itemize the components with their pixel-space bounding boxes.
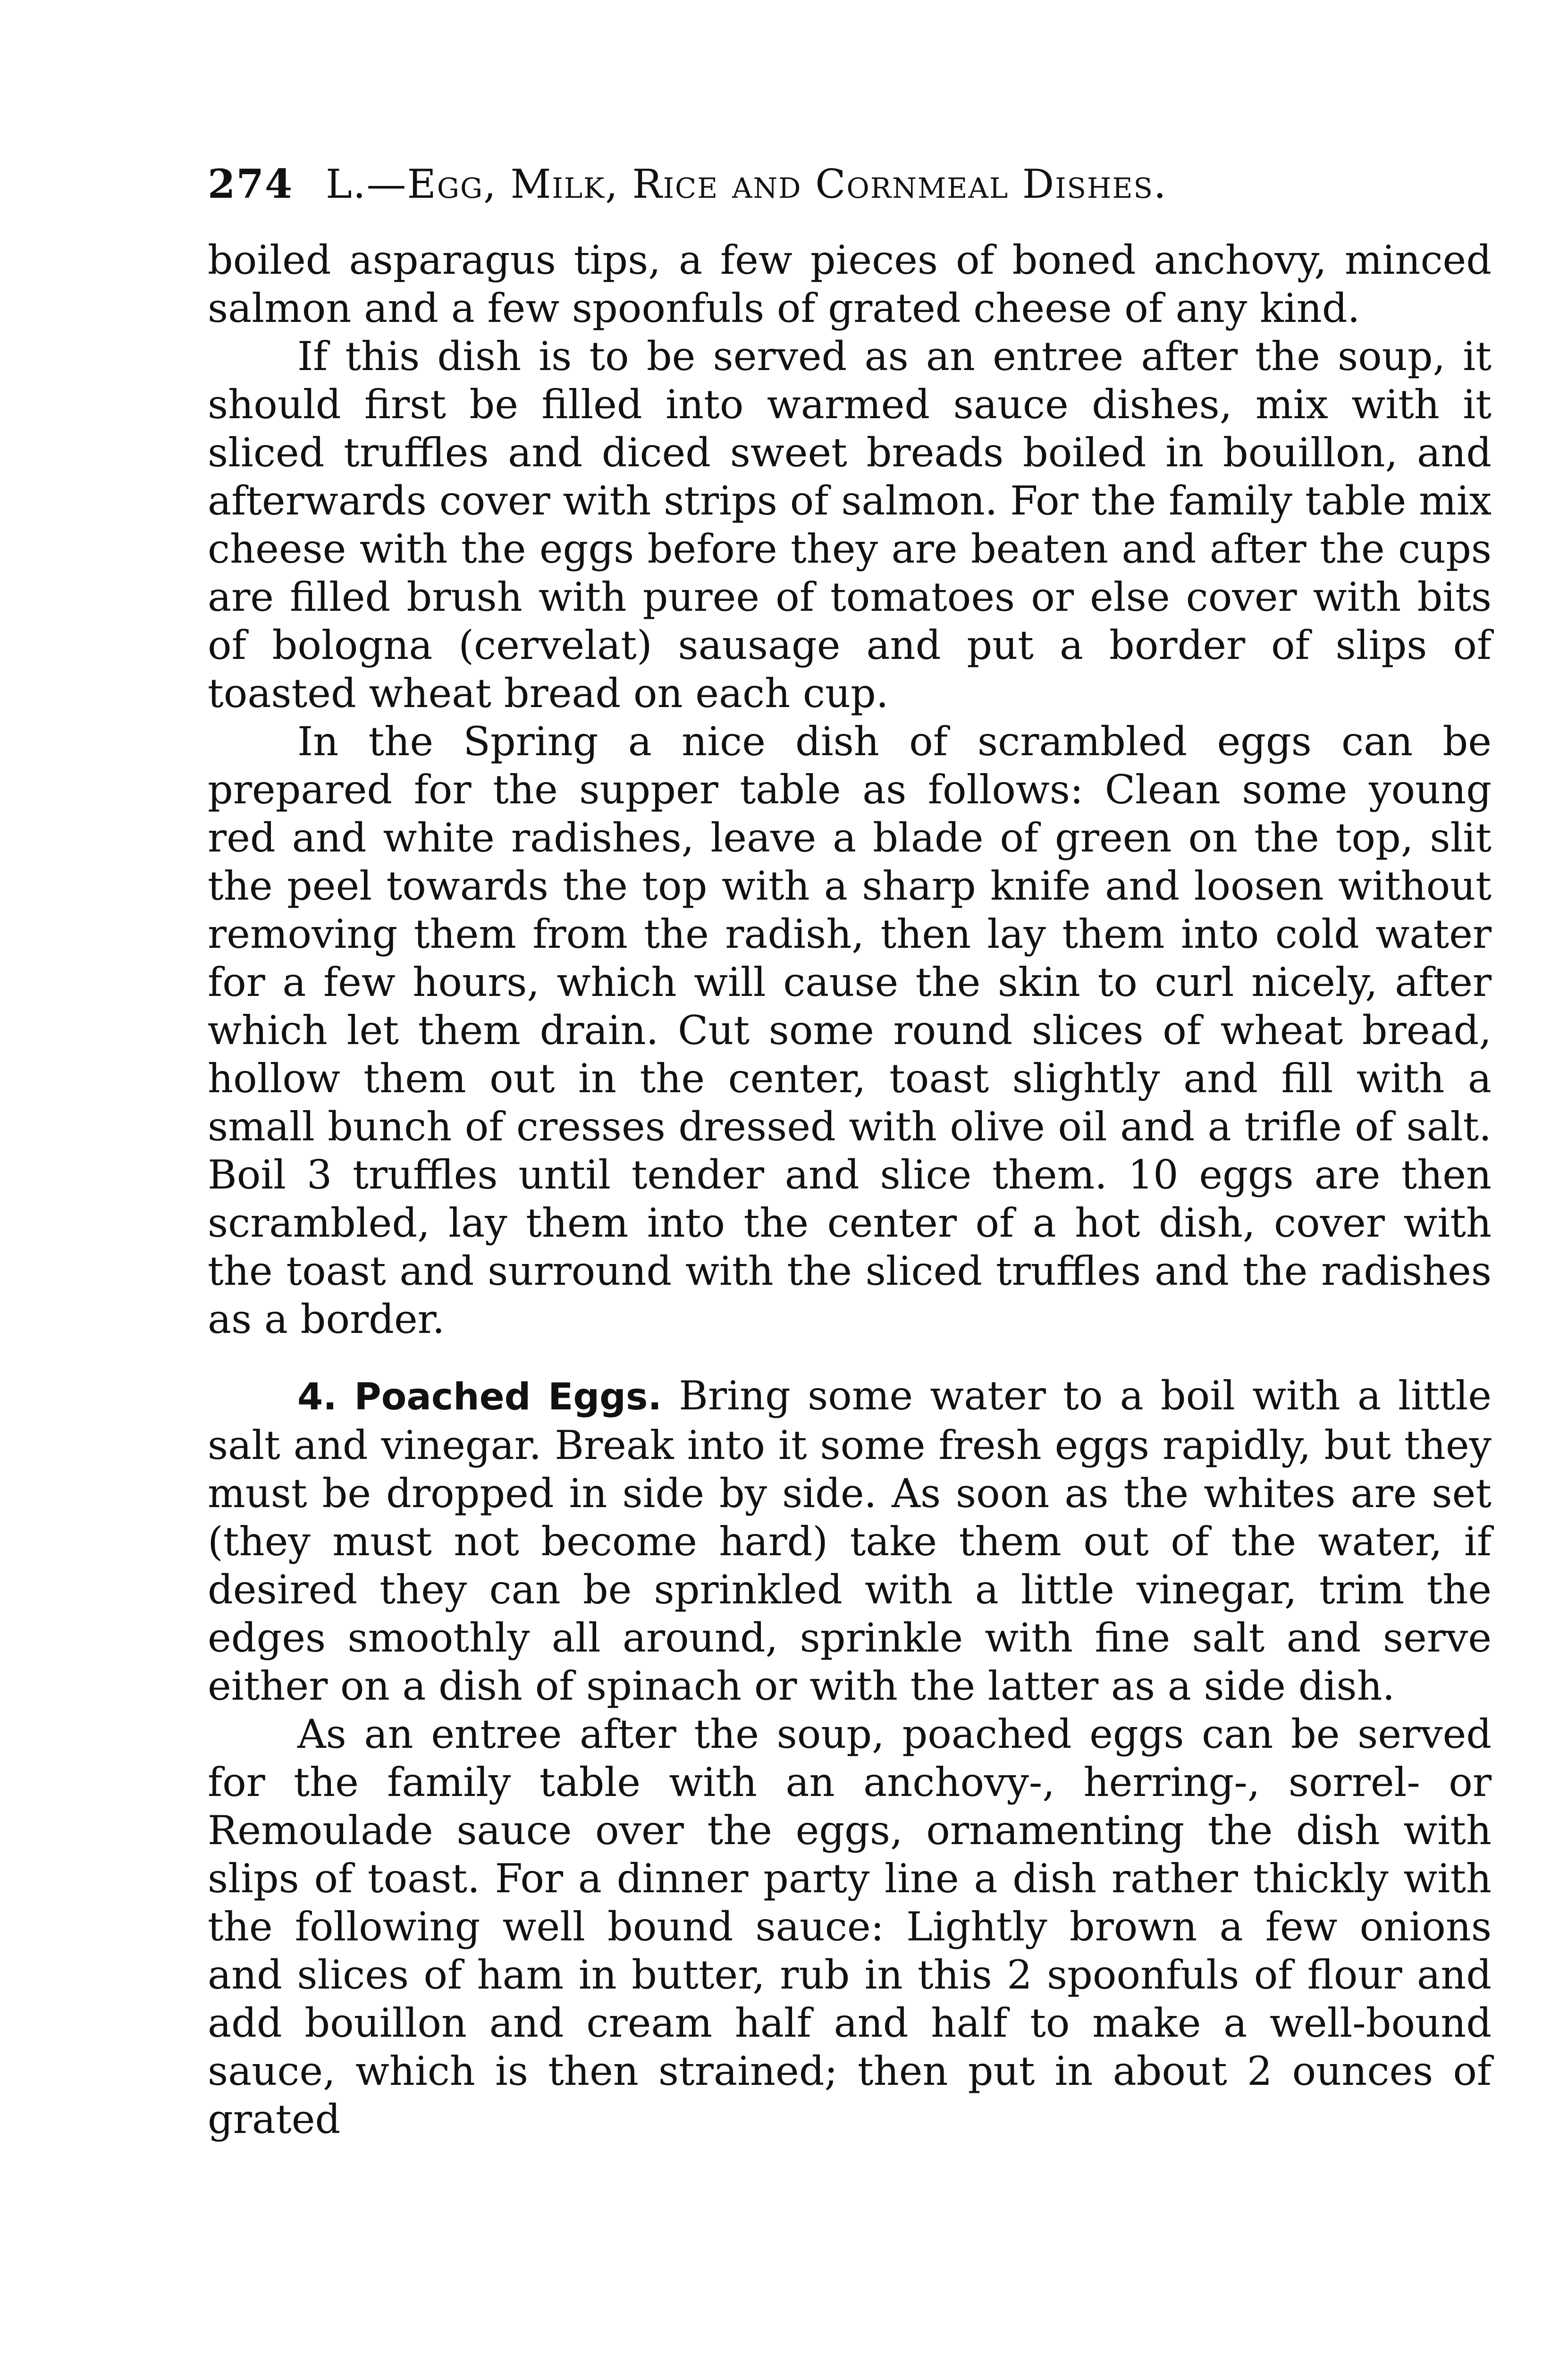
running-head — [208, 160, 1492, 208]
paragraph-continuation: boiled asparagus tips, a few pieces of boned anchovy, minced salmon and a few spoonfuls of grated cheese of any kind. — [208, 237, 1492, 331]
poached-eggs-text: Bring some water to a boil with a little salt and vinegar. Break into it some fresh eggs rapidly, but they must be dropped in side by side. As soon as the whites are set (they must not become hard) take them out of the water, if desired they can be sprinkled with a little vinegar, trim the edges smoothly all around, sprinkle with fine salt and serve either on a dish of spinach or with the latter as a side dish. — [208, 1373, 1492, 1709]
paragraph-spring-scrambled-eggs: In the Spring a nice dish of scrambled eggs can be prepared for the supper table as follows: Clean some young red and white radishes, leave a blade of green on the top, slit the peel towards the top with a sharp knife and loosen without removing them from the radish, then lay them into cold water for a few hours, which will cause the skin to curl nicely, after which let them drain. Cut some round slices of wheat bread, hollow them out in the center, toast slightly and fill with a small bunch of cresses dressed with olive oil and a trifle of salt. Boil 3 truffles until tender and slice them. 10 eggs are then scrambled, lay them into the center of a hot dish, cover with the toast and surround with the sliced truffles and the radishes as a border. — [208, 718, 1492, 1342]
paragraph-entree-variation: If this dish is to be served as an entree after the soup, it should first be filled into warmed sauce dishes, mix with it sliced truffles and diced sweet breads boiled in bouillon, and afterwards cover with strips of salmon. For the family table mix cheese with the eggs before they are beaten and after the cups are filled brush with puree of tomatoes or else cover with bits of bologna (cervelat) sausage and put a border of slips of toasted wheat bread on each cup. — [208, 333, 1492, 716]
section-heading-poached-eggs: 4. Poached Eggs. — [297, 1376, 662, 1418]
paragraph-poached-eggs — [208, 1372, 1492, 1710]
book-page — [208, 160, 1492, 2143]
paragraph-poached-eggs-entree: As an entree after the soup, poached eggs can be served for the family table with an anchovy-, herring-, sorrel- or Remoulade sauce over the eggs, ornamenting the dish with slips of toast. For a dinner party line a dish rather thickly with the following well bound sauce: Lightly brown a few onions and slices of ham in butter, rub in this 2 spoonfuls of flour and add bouillon and cream half and half to make a well-bound sauce, which is then strained; then put in about 2 ounces of grated — [208, 1711, 1492, 2142]
section-gap — [208, 1343, 1492, 1372]
running-title: L.—Egg, Milk, Rice and Cornmeal Dishes. — [326, 161, 1167, 207]
page-number: 274 — [208, 160, 294, 207]
